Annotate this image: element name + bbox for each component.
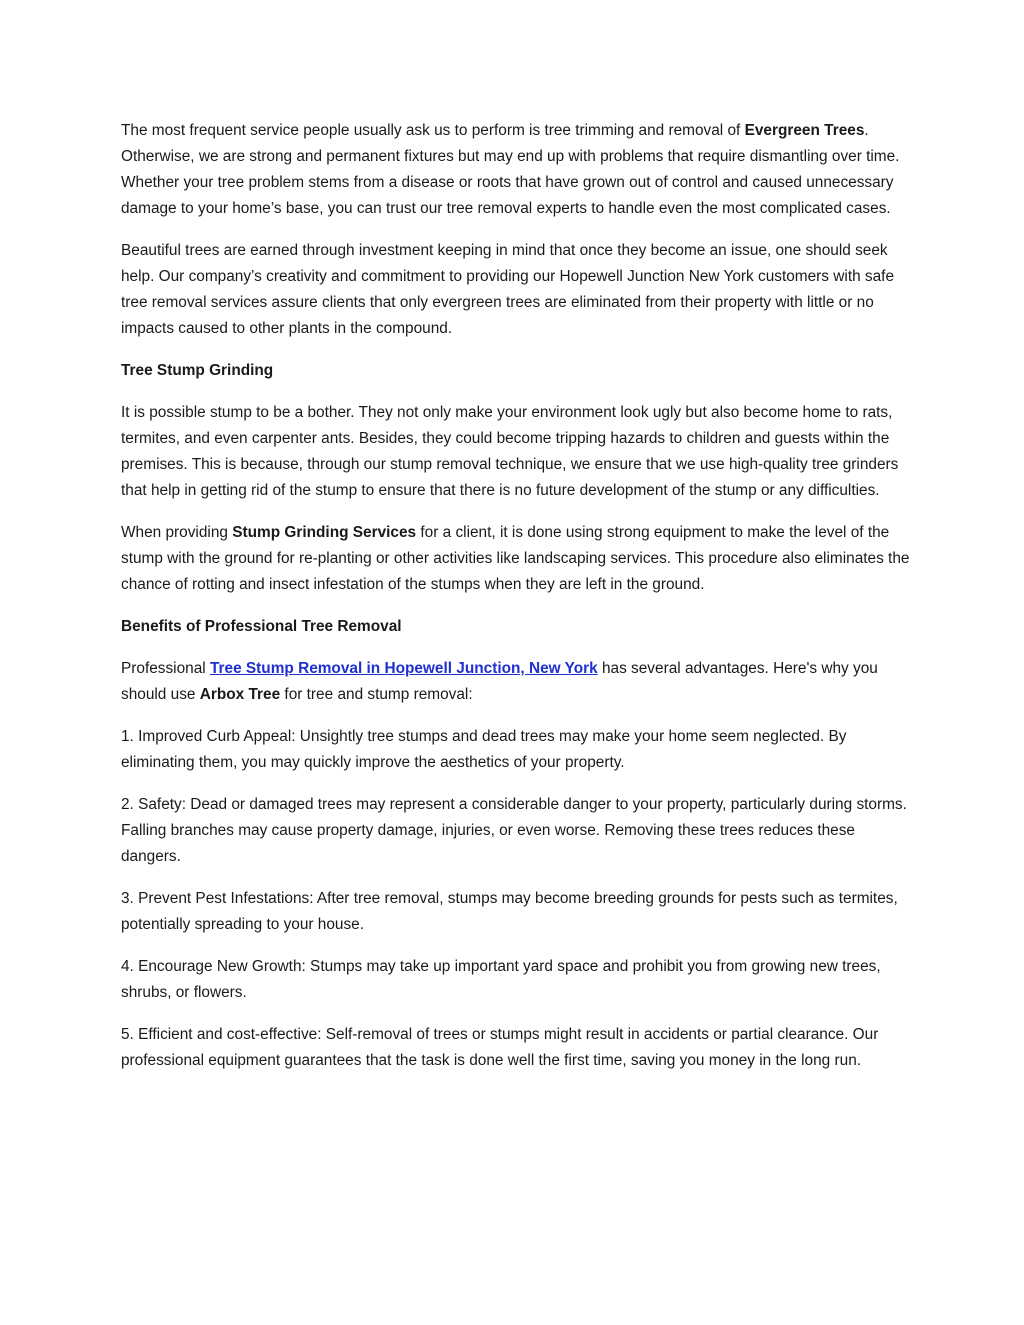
tree-stump-removal-link[interactable]: Tree Stump Removal in Hopewell Junction, New York bbox=[209, 660, 598, 677]
arbox-tree-bold: Arbox Tree bbox=[199, 686, 281, 703]
evergreen-trees-bold: Evergreen Trees bbox=[744, 122, 865, 139]
intro-paragraph bbox=[121, 118, 911, 222]
benefit-item-cost-effective: 5. Efficient and cost-effective: Self-removal of trees or stumps might result in accidents or partial clearance. Our professional equipment guarantees that the task is done well the first time, saving you money in the long run. bbox=[121, 1026, 879, 1069]
intro-text-start: The most frequent service people usually ask us to perform is tree trimming and removal of bbox=[121, 122, 745, 139]
stump-grinding-heading: Tree Stump Grinding bbox=[121, 362, 274, 379]
beautiful-trees-paragraph: Beautiful trees are earned through investment keeping in mind that once they become an issue, one should seek help. Our company’s creativity and commitment to providing our Hopewell Junction New York customers with safe tree removal services assure clients that only evergreen trees are eliminated from their property with little or no impacts caused to other plants in the compound. bbox=[121, 242, 895, 337]
benefit-item-safety: 2. Safety: Dead or damaged trees may represent a considerable danger to your property, particularly during storms. Falling branches may cause property damage, injuries, or even worse. Removing these trees reduces these dangers. bbox=[121, 796, 907, 865]
stump-grinding-services-paragraph bbox=[121, 520, 911, 598]
stump-services-text-end: for a client, it is done using strong equipment to make the level of the stump with the ground for re-planting or other activities like landscaping services. This procedure also eliminates the chance of rotting and insect infestation of the stumps when they are left in the ground. bbox=[121, 524, 910, 593]
professional-text-middle: has several advantages. Here's why you should use bbox=[121, 660, 878, 703]
stump-grinding-services-bold: Stump Grinding Services bbox=[232, 524, 417, 541]
intro-text-end: . Otherwise, we are strong and permanent fixtures but may end up with problems that require dismantling over time. Whether your tree problem stems from a disease or roots that have grown out of control and caused unnecessary damage to your home’s base, you can trust our tree removal experts to handle even the most complicated cases. bbox=[121, 122, 900, 217]
benefits-heading: Benefits of Professional Tree Removal bbox=[121, 618, 402, 635]
document-page bbox=[121, 118, 911, 1090]
stump-bother-paragraph: It is possible stump to be a bother. They not only make your environment look ugly but also become home to rats, termites, and even carpenter ants. Besides, they could become tripping hazards to children and guests within the premises. This is because, through our stump removal technique, we ensure that we use high-quality tree grinders that help in getting rid of the stump to ensure that there is no future development of the stump or any difficulties. bbox=[121, 404, 899, 499]
benefit-item-pest-prevention: 3. Prevent Pest Infestations: After tree removal, stumps may become breeding grounds for pests such as termites, potentially spreading to your house. bbox=[121, 890, 898, 933]
stump-services-text-start: When providing bbox=[121, 524, 233, 541]
professional-text-end: for tree and stump removal: bbox=[280, 686, 473, 703]
professional-paragraph bbox=[121, 656, 911, 708]
professional-text-start: Professional bbox=[121, 660, 210, 677]
benefit-item-new-growth: 4. Encourage New Growth: Stumps may take up important yard space and prohibit you from growing new trees, shrubs, or flowers. bbox=[121, 958, 881, 1001]
benefit-item-curb-appeal: 1. Improved Curb Appeal: Unsightly tree stumps and dead trees may make your home seem neglected. By eliminating them, you may quickly improve the aesthetics of your property. bbox=[121, 728, 847, 771]
